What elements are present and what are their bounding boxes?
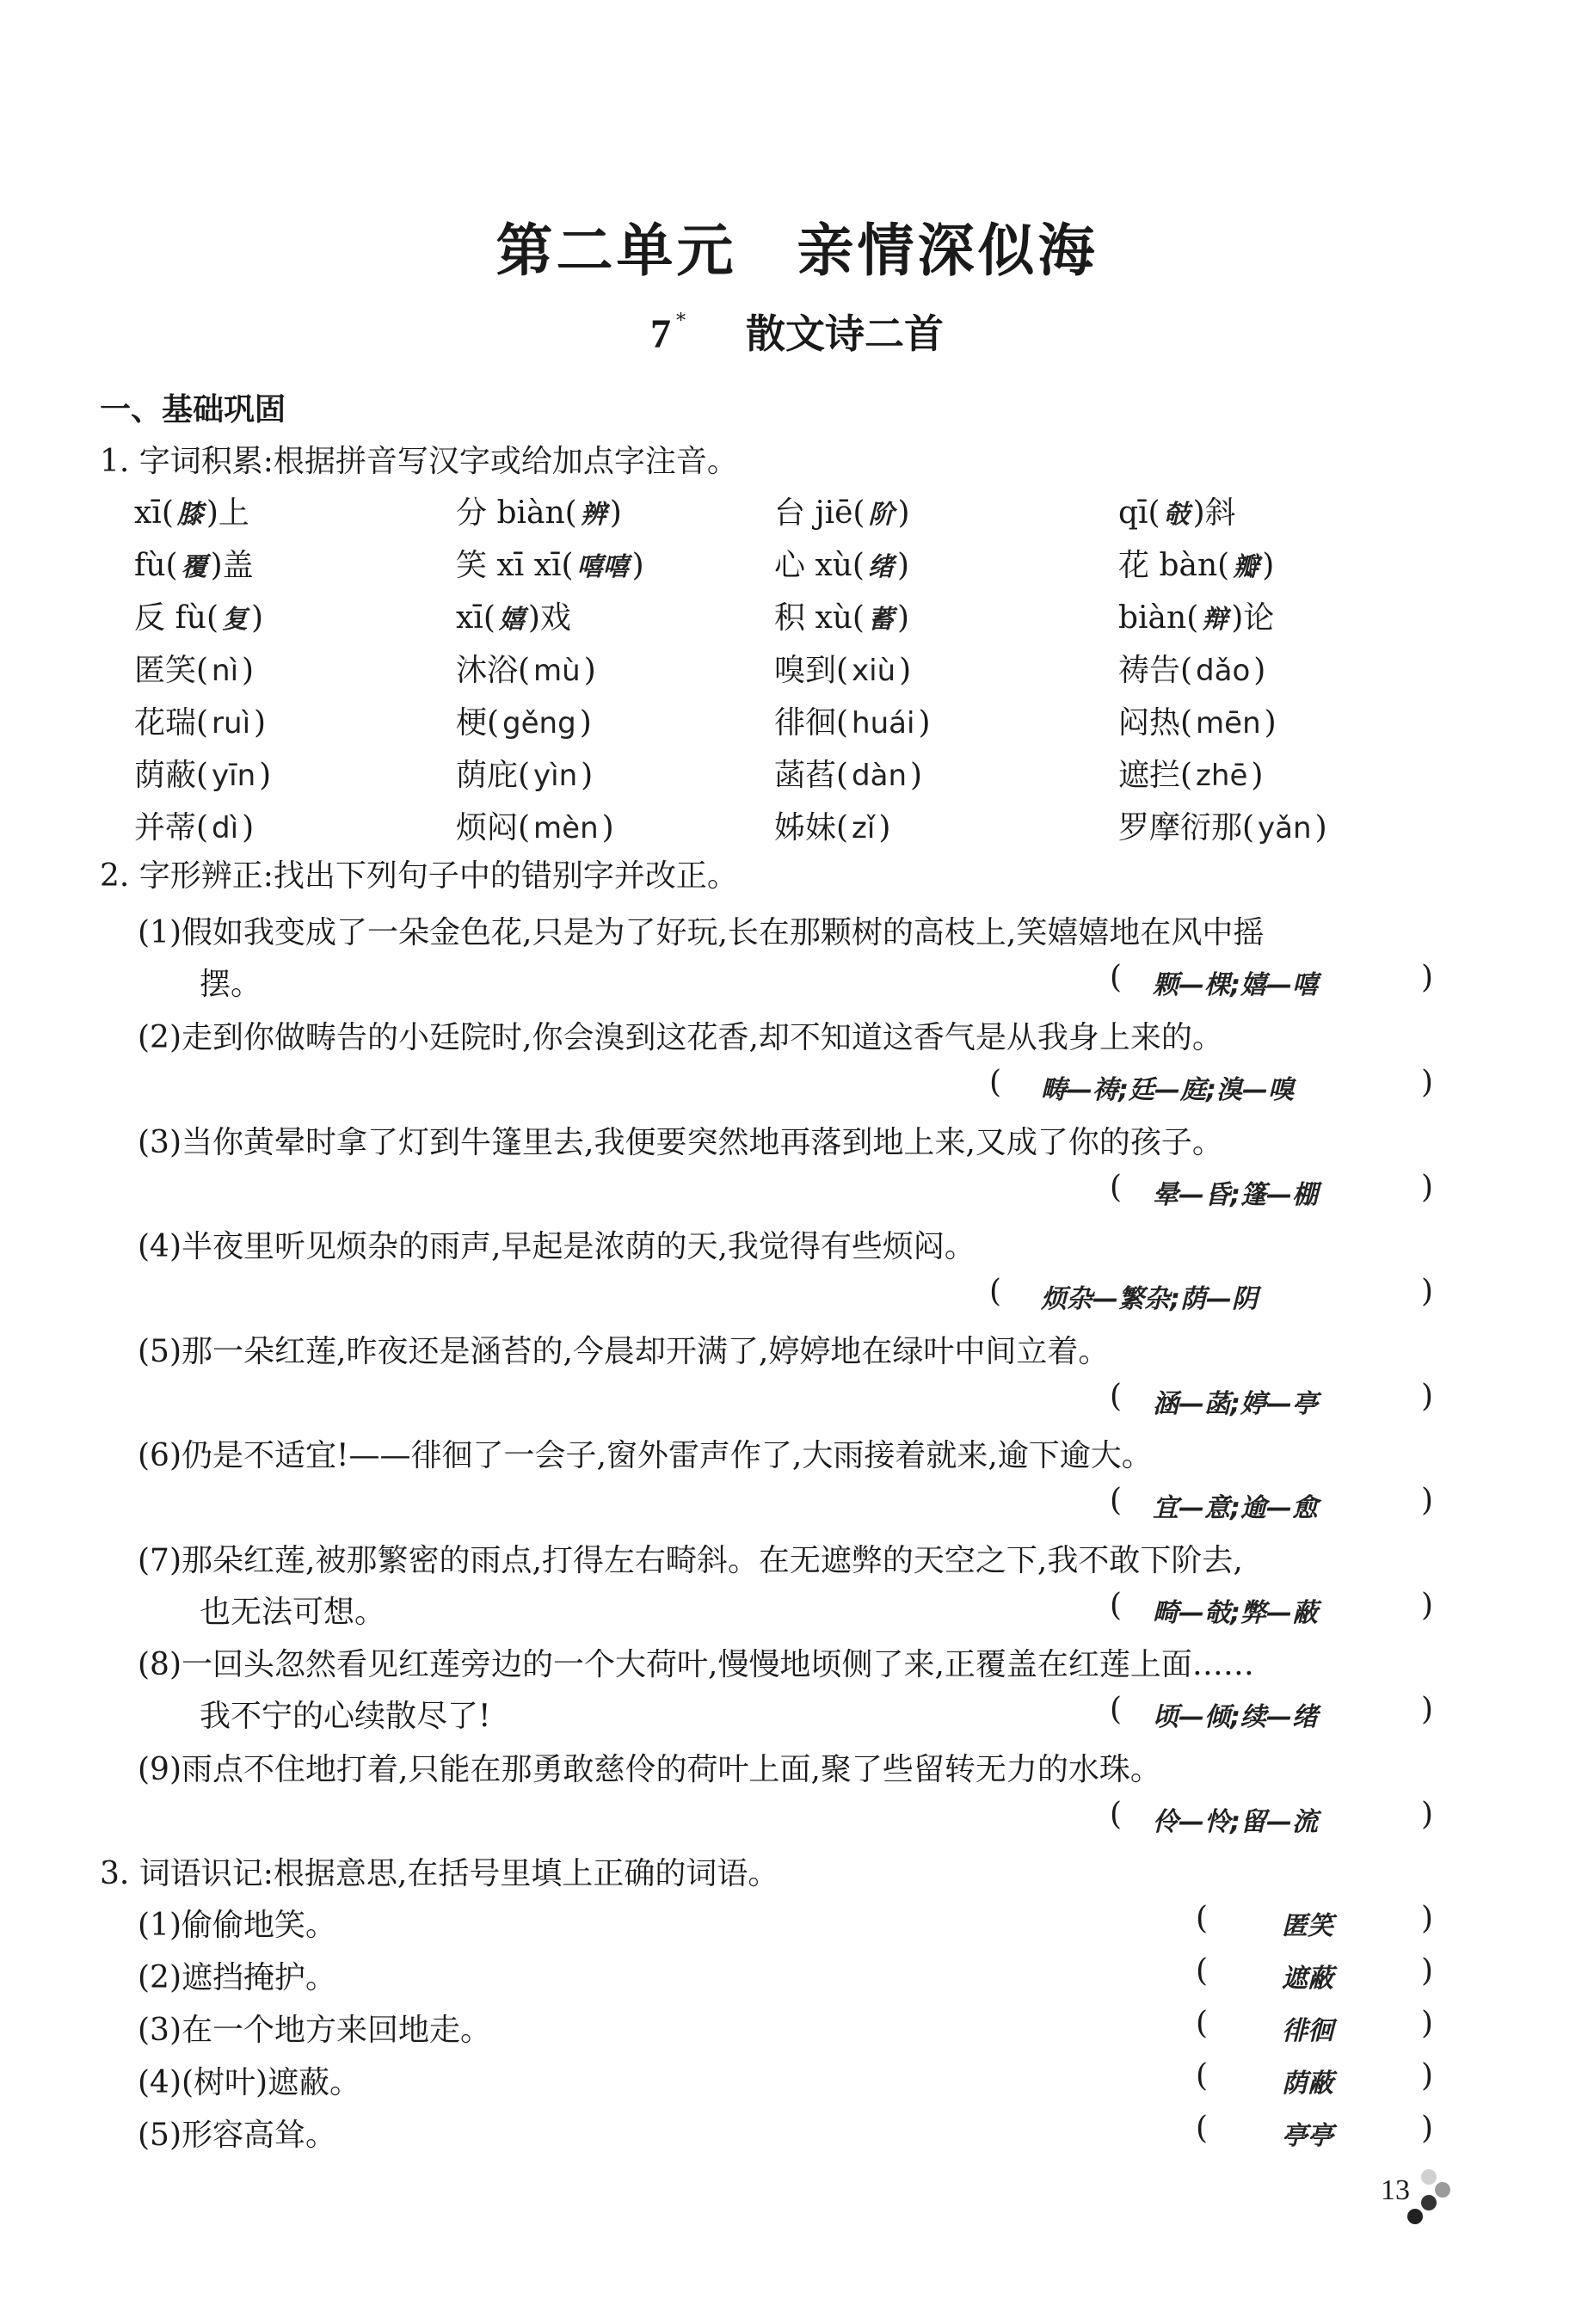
q1-cell (456, 593, 571, 637)
answer-bracket-close: ) (1421, 2058, 1434, 2093)
q1-cell-suffix: ) (896, 600, 910, 636)
lesson-title (0, 303, 1594, 360)
lesson-mark: * (676, 310, 686, 332)
q1-cell-suffix: ) (896, 548, 910, 583)
q1-cell-prefix: 荫蔽( (134, 758, 209, 793)
q1-cell (774, 593, 909, 637)
answer-bracket-open: ( (1110, 1588, 1123, 1623)
answer-bracket-open: ( (1110, 1692, 1123, 1727)
q2-answer: 宜—意;逾—愈 (1153, 1493, 1318, 1523)
answer-bracket-close: ) (1421, 1379, 1434, 1414)
q2-answer: 伶—怜;留—流 (1153, 1807, 1318, 1837)
answer-bracket-open: ( (989, 1065, 1002, 1100)
q1-cell-answer: yǎn (1258, 811, 1312, 845)
answer-bracket-open: ( (1196, 2111, 1209, 2146)
q2-answer: 畸—攲;弊—蔽 (1153, 1598, 1318, 1628)
q3-definition: (4)(树叶)遮蔽。 (138, 2065, 361, 2100)
q1-cell (456, 646, 596, 690)
q2-sentence: (1)假如我变成了一朵金色花,只是为了好玩,长在那颗树的高枝上,笑嬉嬉地在风中摇 (138, 915, 1265, 950)
q1-cell (774, 541, 909, 585)
q2-answer: 晕—昏;篷—棚 (1153, 1180, 1318, 1210)
q1-cell-prefix: 积 xù( (774, 600, 865, 636)
q3-answer: 荫蔽 (1282, 2069, 1333, 2099)
q1-cell-answer: mù (533, 654, 581, 688)
q2-sentence: (8)一回头忽然看见红莲旁边的一个大荷叶,慢慢地顷侧了来,正覆盖在红莲上面…… (138, 1647, 1254, 1682)
q1-cell (456, 489, 622, 532)
q1-cell-suffix: ) (1251, 758, 1264, 793)
q1-cell (1118, 646, 1265, 690)
q1-cell-prefix: 菡萏( (774, 758, 849, 793)
q1-cell-prefix: 遮拦( (1118, 758, 1193, 793)
q1-cell-prefix: qī( (1118, 495, 1160, 531)
q1-cell-answer: 阶 (868, 500, 895, 530)
q1-cell-answer: 覆 (181, 552, 207, 582)
q2-sentence: (5)那一朵红莲,昨夜还是涵苔的,今晨却开满了,婷婷地在绿叶中间立着。 (138, 1334, 1110, 1369)
q1-cell-answer: dàn (852, 759, 908, 793)
q1-cell-suffix: ) (579, 705, 592, 741)
q1-cell-suffix: ) (242, 810, 255, 845)
answer-bracket-close: ) (1421, 1170, 1434, 1205)
page-number: 13 (1381, 2174, 1410, 2206)
q2-sentence: (9)雨点不住地打着,只能在那勇敢慈伶的荷叶上面,聚了些留转无力的水珠。 (138, 1752, 1161, 1787)
q1-cell-prefix: 徘徊( (774, 705, 849, 741)
q1-cell-answer: 膝 (176, 500, 203, 530)
q3-prompt: 3. 词语识记:根据意思,在括号里填上正确的词语。 (100, 1856, 779, 1891)
q3-answer: 遮蔽 (1282, 1964, 1333, 1994)
answer-bracket-open: ( (1196, 2058, 1209, 2093)
q1-cell (1118, 803, 1327, 847)
q1-cell (456, 751, 593, 795)
answer-bracket-close: ) (1421, 1065, 1434, 1100)
unit-title: 第二单元 亲情深似海 (495, 217, 1099, 284)
q1-cell-suffix: ) (631, 548, 644, 583)
q1-cell (134, 541, 254, 585)
q1-cell-prefix: 反 fù( (134, 600, 218, 636)
q1-cell-answer: dì (212, 811, 239, 845)
q3-definition: (3)在一个地方来回地走。 (138, 2013, 491, 2048)
answer-bracket-close: ) (1421, 1692, 1434, 1727)
q1-cell-suffix: ) (897, 495, 910, 531)
q1-cell-answer: gěng (502, 706, 576, 741)
q1-cell-suffix: ) (259, 758, 272, 793)
q1-cell-suffix: ) (254, 705, 267, 741)
lesson-name: 散文诗二首 (746, 310, 944, 357)
q1-cell-answer: 复 (222, 605, 248, 635)
q2-answer: 畴—祷;廷—庭;溴—嗅 (1041, 1075, 1294, 1105)
q1-cell-suffix: ) (1262, 548, 1275, 583)
q3-definition: (2)遮挡掩护。 (138, 1960, 336, 1995)
q1-cell-answer: yìn (533, 759, 578, 793)
q1-cell-suffix: ) (910, 758, 923, 793)
answer-bracket-close: ) (1421, 2006, 1434, 2041)
q2-sentence: (3)当你黄晕时拿了灯到牛篷里去,我便要突然地再落到地上来,又成了你的孩子。 (138, 1125, 1223, 1160)
answer-bracket-close: ) (1421, 2111, 1434, 2146)
answer-bracket-open: ( (1110, 1379, 1123, 1414)
q1-cell-prefix: 沐浴( (456, 653, 531, 688)
q1-cell-answer: 嘻嘻 (576, 552, 629, 582)
q2-sentence: (2)走到你做畴告的小廷院时,你会溴到这花香,却不知道这香气是从我身上来的。 (138, 1020, 1223, 1055)
q1-cell-answer: 辨 (580, 500, 606, 530)
q1-cell (1118, 593, 1274, 637)
q1-cell-suffix: ) (581, 758, 594, 793)
q3-answer: 徘徊 (1282, 2016, 1333, 2046)
q1-cell-suffix: ) (1253, 653, 1266, 688)
q1-cell-suffix: )上 (206, 495, 249, 531)
answer-bracket-open: ( (1110, 1797, 1123, 1832)
answer-bracket-close: ) (1421, 1274, 1434, 1309)
q1-cell-prefix: 并蒂( (134, 810, 209, 845)
answer-bracket-open: ( (1196, 2006, 1209, 2041)
q1-cell-suffix: ) (609, 495, 622, 531)
answer-bracket-open: ( (1110, 1483, 1123, 1518)
q1-cell-answer: yīn (212, 759, 256, 793)
hexagon-decoration-icon (1435, 2182, 1450, 2198)
answer-bracket-close: ) (1421, 1483, 1434, 1518)
section-title: 一、基础巩固 (100, 391, 286, 427)
q1-cell (774, 489, 910, 532)
q1-cell-suffix: ) (899, 653, 912, 688)
q1-cell (134, 698, 266, 742)
q1-cell-prefix: xī( (456, 600, 495, 636)
q1-cell-answer: 嬉 (498, 605, 525, 635)
q1-cell (134, 751, 271, 795)
hexagon-decoration-icon (1407, 2209, 1423, 2224)
q1-cell (134, 593, 263, 637)
q2-sentence-cont: 我不宁的心续散尽了! (200, 1699, 491, 1734)
q1-cell-prefix: fù( (134, 548, 178, 583)
q1-cell (456, 541, 644, 585)
q1-cell (134, 803, 254, 847)
q1-cell-answer: xiù (852, 654, 896, 688)
q1-cell-prefix: 梗( (456, 705, 500, 741)
q1-cell-suffix: )论 (1231, 600, 1275, 636)
answer-bracket-open: ( (1196, 1901, 1209, 1936)
q1-cell (134, 489, 249, 532)
q3-answer: 匿笑 (1282, 1911, 1333, 1941)
q1-cell-suffix: ) (583, 653, 596, 688)
q1-cell-suffix: )戏 (527, 600, 571, 636)
answer-bracket-close: ) (1421, 1953, 1434, 1989)
q1-cell-prefix: 笑 xī xī( (456, 548, 574, 583)
q1-cell-suffix: ) (1264, 705, 1277, 741)
q1-cell-suffix: )斜 (1192, 495, 1236, 531)
q1-cell-suffix: ) (918, 705, 931, 741)
answer-bracket-close: ) (1421, 1797, 1434, 1832)
q1-cell-prefix: biàn( (1118, 600, 1199, 636)
q2-answer: 颗—棵;嬉—嘻 (1153, 970, 1318, 1000)
q1-cell-prefix: 闷热( (1118, 705, 1193, 741)
q1-cell-suffix: ) (251, 600, 264, 636)
q1-cell (456, 698, 592, 742)
answer-bracket-close: ) (1421, 960, 1434, 995)
q1-cell-prefix: 荫庇( (456, 758, 531, 793)
q3-definition: (5)形容高耸。 (138, 2118, 336, 2153)
q1-cell-answer: nì (212, 654, 239, 688)
q1-cell-answer: zhē (1196, 759, 1248, 793)
q1-cell-prefix: 烦闷( (456, 810, 531, 845)
q1-cell-suffix: ) (601, 810, 614, 845)
q1-cell-answer: 瓣 (1233, 552, 1259, 582)
hexagon-decoration-icon (1421, 2169, 1437, 2185)
q1-cell (1118, 541, 1274, 585)
q2-sentence: (4)半夜里听见烦杂的雨声,早起是浓荫的天,我觉得有些烦闷。 (138, 1229, 975, 1264)
answer-bracket-close: ) (1421, 1588, 1434, 1623)
q1-cell-prefix: 嗅到( (774, 653, 849, 688)
answer-bracket-close: ) (1421, 1901, 1434, 1936)
answer-bracket-open: ( (1196, 1953, 1209, 1989)
lesson-number: 7 (650, 311, 671, 357)
q1-cell-prefix: 花 bàn( (1118, 548, 1230, 583)
q1-cell-answer: 绪 (867, 552, 894, 582)
q1-cell-prefix: 罗摩衍那( (1118, 810, 1255, 845)
q1-cell (1118, 489, 1236, 532)
q1-cell (774, 751, 922, 795)
q2-sentence-cont: 摆。 (200, 967, 262, 1002)
q1-cell-answer: dǎo (1196, 654, 1251, 688)
q1-cell-prefix: 台 jiē( (774, 495, 865, 531)
q1-cell (774, 803, 890, 847)
q1-cell-answer: 蓄 (867, 605, 894, 635)
q2-prompt: 2. 字形辨正:找出下列句子中的错别字并改正。 (100, 858, 738, 894)
q1-cell-answer: zǐ (852, 811, 876, 845)
q1-cell-suffix: )盖 (210, 548, 254, 583)
q3-answer: 亭亭 (1282, 2121, 1333, 2151)
q1-cell-prefix: 分 biàn( (456, 495, 577, 531)
q3-definition: (1)偷偷地笑。 (138, 1908, 336, 1943)
q1-cell-prefix: 花瑞( (134, 705, 209, 741)
q1-cell-prefix: 心 xù( (774, 548, 865, 583)
q2-answer: 涵—菡;婷—亭 (1153, 1389, 1318, 1419)
q1-cell-answer: mèn (533, 811, 599, 845)
q1-cell-answer: huái (852, 706, 915, 741)
q1-cell-prefix: 姊妹( (774, 810, 849, 845)
answer-bracket-open: ( (1110, 1170, 1123, 1205)
q1-cell (774, 698, 930, 742)
q1-prompt: 1. 字词积累:根据拼音写汉字或给加点字注音。 (100, 444, 738, 479)
hexagon-decoration-icon (1421, 2195, 1437, 2210)
q1-cell (1118, 751, 1263, 795)
q2-answer: 烦杂—繁杂;荫—阴 (1041, 1284, 1258, 1314)
q1-cell-suffix: ) (242, 653, 255, 688)
q1-cell-prefix: 祷告( (1118, 653, 1193, 688)
q1-cell-suffix: ) (1314, 810, 1327, 845)
q1-cell-suffix: ) (878, 810, 891, 845)
q1-cell-answer: 辩 (1202, 605, 1228, 635)
q1-cell (774, 646, 911, 690)
q1-cell (134, 646, 254, 690)
q1-cell (456, 803, 614, 847)
q2-sentence: (6)仍是不适宜!——徘徊了一会子,窗外雷声作了,大雨接着就来,逾下逾大。 (138, 1438, 1153, 1473)
q1-cell (1118, 698, 1277, 742)
q1-cell-answer: mēn (1196, 706, 1261, 741)
q1-cell-answer: 攲 (1163, 500, 1190, 530)
answer-bracket-open: ( (989, 1274, 1002, 1309)
q1-cell-prefix: xī( (134, 495, 174, 531)
answer-bracket-open: ( (1110, 960, 1123, 995)
q2-answer: 顷—倾;续—绪 (1153, 1702, 1318, 1732)
q2-sentence: (7)那朵红莲,被那繁密的雨点,打得左右畸斜。在无遮弊的天空之下,我不敢下阶去, (138, 1543, 1243, 1578)
q1-cell-prefix: 匿笑( (134, 653, 209, 688)
q1-cell-answer: ruì (212, 706, 251, 741)
q2-sentence-cont: 也无法可想。 (200, 1595, 386, 1630)
